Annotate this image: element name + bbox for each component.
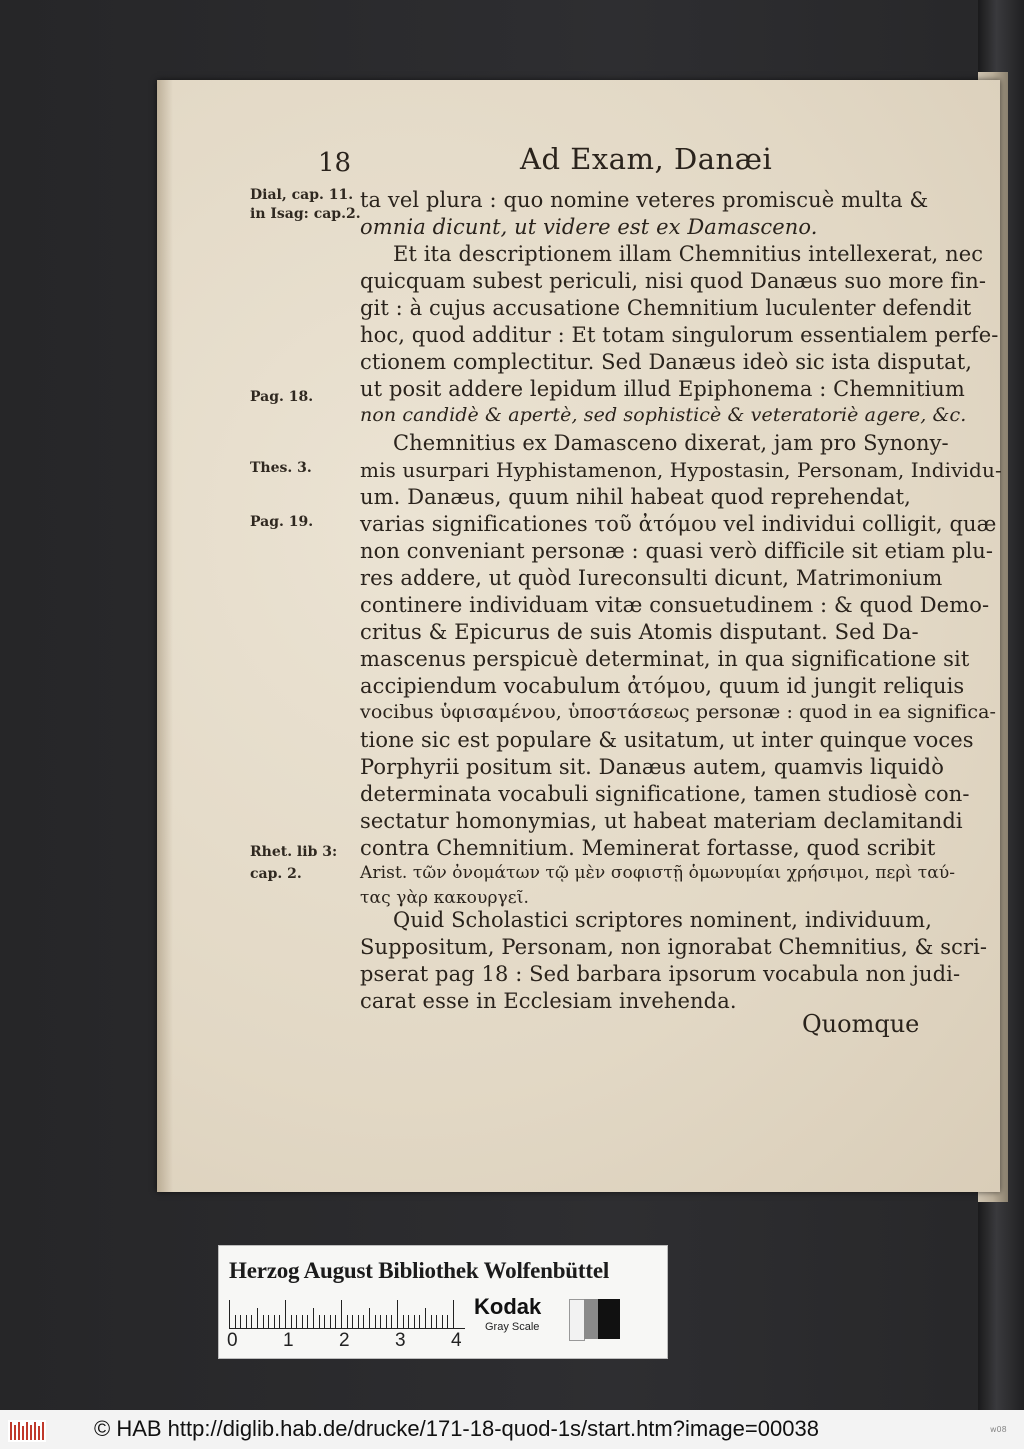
text-line: hoc, quod additur : Et totam singulorum essentialem perfe- [360, 323, 999, 347]
ruler-tick [414, 1315, 415, 1328]
ruler-tick [347, 1315, 348, 1328]
measurement-ruler [229, 1298, 465, 1329]
ruler-tick [453, 1300, 454, 1328]
text-line: determinata vocabuli significatione, tamen studiosè con- [360, 782, 970, 806]
text-line: pserat pag 18 : Sed barbara ipsorum vocabula non judi- [360, 962, 961, 986]
margin-note: Thes. 3. [250, 460, 312, 476]
margin-note: Pag. 18. [250, 389, 314, 405]
ruler-tick [291, 1315, 292, 1328]
ruler-number: 1 [283, 1330, 294, 1351]
ruler-tick [442, 1315, 443, 1328]
ruler-tick [263, 1315, 264, 1328]
ruler-tick [313, 1308, 314, 1328]
gray-swatch-mid [584, 1299, 598, 1339]
text-line: carat esse in Ecclesiam invehenda. [360, 989, 737, 1013]
page-number: 18 [318, 148, 352, 178]
ruler-tick [319, 1315, 320, 1328]
ruler-tick [425, 1308, 426, 1328]
text-line: vocibus ὑφισαμένου, ὑποστάσεως personæ : quod in ea significa- [360, 701, 997, 723]
ruler-tick [251, 1315, 252, 1328]
text-line: accipiendum vocabulum ἀτόμου, quum id jungit reliquis [360, 674, 965, 698]
ruler-tick [375, 1315, 376, 1328]
ruler-tick [279, 1315, 280, 1328]
ruler-tick [335, 1315, 336, 1328]
ruler-tick [408, 1315, 409, 1328]
ruler-tick [307, 1315, 308, 1328]
text-line: ut posit addere lepidum illud Epiphonema : Chemnitium [360, 377, 965, 401]
text-line: res addere, ut quòd Iureconsulti dicunt, Matrimonium [360, 566, 943, 590]
ruler-tick [235, 1315, 236, 1328]
catchword: Quomque [802, 1010, 920, 1038]
text-line: Arist. τῶν ὀνομάτων τῷ μὲν σοφιστῇ ὁμωνυμίαι χρήσιμοι, περὶ ταύ- [360, 863, 956, 883]
ruler-tick [419, 1315, 420, 1328]
text-line: quicquam subest periculi, nisi quod Danæus suo more fin- [360, 269, 987, 293]
text-line: continere individuam vitæ consuetudinem : & quod Demo- [360, 593, 990, 617]
margin-note: Dial, cap. 11. [250, 187, 354, 203]
text-line: mis usurpari Hyphistamenon, Hypostasin, Personam, Individu- [360, 458, 1002, 482]
text-line: git : à cujus accusatione Chemnitium luculenter defendit [360, 296, 972, 320]
text-line: ta vel plura : quo nomine veteres promiscuè multa & [360, 188, 929, 212]
ruler-tick [285, 1300, 286, 1328]
ruler-tick [257, 1308, 258, 1328]
copyright-url: © HAB http://diglib.hab.de/drucke/171-18-quod-1s/start.htm?image=00038 [94, 1416, 819, 1441]
text-line: mascenus perspicuè determinat, in qua significatione sit [360, 647, 970, 671]
ruler-tick [324, 1315, 325, 1328]
ruler-tick [240, 1315, 241, 1328]
text-line: um. Danæus, quum nihil habeat quod reprehendat, [360, 485, 911, 509]
ruler-number: 3 [395, 1330, 406, 1351]
ruler-number: 0 [227, 1330, 238, 1351]
ruler-tick [369, 1308, 370, 1328]
text-line: Porphyrii positum sit. Danæus autem, quamvis liquidò [360, 755, 944, 779]
margin-note: in Isag: cap.2. [250, 206, 361, 222]
ruler-tick [447, 1315, 448, 1328]
ruler-tick [274, 1315, 275, 1328]
hab-logo-icon [8, 1420, 46, 1442]
ruler-tick [403, 1315, 404, 1328]
library-name: Herzog August Bibliothek Wolfenbüttel [229, 1258, 610, 1283]
ruler-tick [246, 1315, 247, 1328]
margin-note: cap. 2. [250, 866, 302, 882]
text-line: non candidè & apertè, sed sophisticè & veteratoriè agere, &c. [360, 404, 967, 426]
margin-note: Pag. 19. [250, 514, 314, 530]
gutter-shadow [157, 80, 173, 1192]
text-line: omnia dicunt, ut videre est ex Damasceno. [360, 215, 818, 239]
text-line: Quid Scholastici scriptores nominent, individuum, [393, 908, 932, 932]
ruler-tick [296, 1315, 297, 1328]
ruler-tick [431, 1315, 432, 1328]
text-line: sectatur homonymias, ut habeat materiam declamitandi [360, 809, 963, 833]
ruler-tick [436, 1315, 437, 1328]
footer-mark: w08 [990, 1425, 1007, 1434]
ruler-tick [341, 1300, 342, 1328]
text-line: non conveniant personæ : quasi verò difficile sit etiam plu- [360, 539, 994, 563]
footer-bar [0, 1410, 1024, 1449]
ruler-tick [229, 1300, 230, 1328]
ruler-tick [380, 1315, 381, 1328]
text-line: contra Chemnitium. Meminerat fortasse, quod scribit [360, 836, 936, 860]
library-label-card [218, 1245, 668, 1359]
text-line: Suppositum, Personam, non ignorabat Chemnitius, & scri- [360, 935, 988, 959]
text-line: tione sic est populare & usitatum, ut inter quinque voces [360, 728, 974, 752]
ruler-tick [397, 1300, 398, 1328]
margin-note: Rhet. lib 3: [250, 844, 338, 860]
gray-scale-caption: Gray Scale [485, 1321, 540, 1333]
text-line: varias significationes τοῦ ἀτόμου vel individui colligit, quæ [360, 512, 997, 536]
kodak-logo-text: Kodak [474, 1294, 542, 1319]
running-header: Ad Exam, Danæi [520, 142, 773, 176]
ruler-number: 4 [451, 1330, 462, 1351]
text-line: Chemnitius ex Damasceno dixerat, jam pro Synony- [393, 431, 949, 455]
ruler-number: 2 [339, 1330, 350, 1351]
ruler-tick [330, 1315, 331, 1328]
ruler-tick [268, 1315, 269, 1328]
gray-swatch-white [569, 1299, 585, 1341]
text-line: ctionem complectitur. Sed Danæus ideò sic ista disputat, [360, 350, 973, 374]
text-line: τας γὰρ κακουργεῖ. [360, 888, 529, 908]
gray-swatch-black [598, 1299, 620, 1339]
ruler-tick [358, 1315, 359, 1328]
ruler-tick [352, 1315, 353, 1328]
ruler-tick [302, 1315, 303, 1328]
text-line: Et ita descriptionem illam Chemnitius intellexerat, nec [393, 242, 984, 266]
ruler-tick [363, 1315, 364, 1328]
ruler-tick [391, 1315, 392, 1328]
text-line: critus & Epicurus de suis Atomis disputant. Sed Da- [360, 620, 919, 644]
ruler-tick [386, 1315, 387, 1328]
